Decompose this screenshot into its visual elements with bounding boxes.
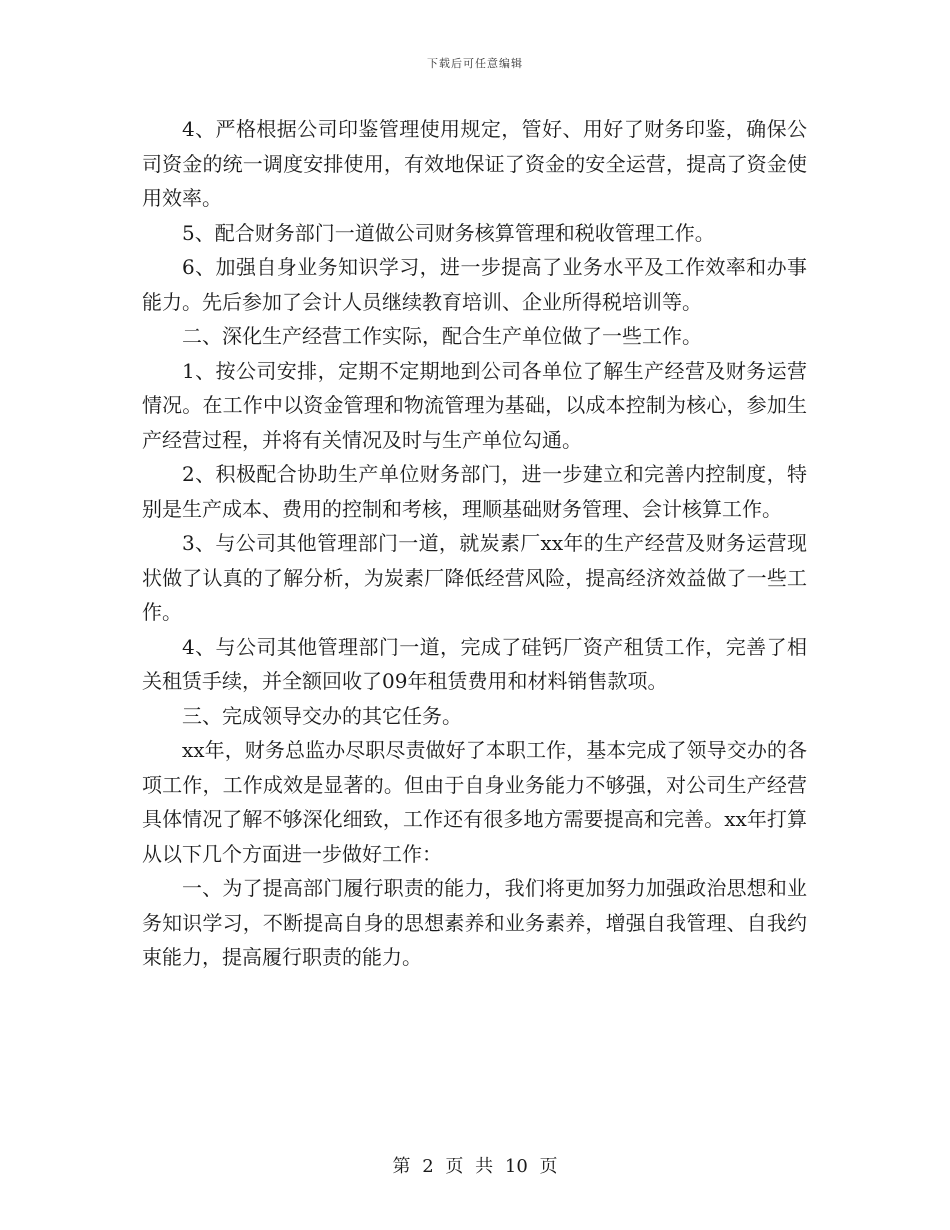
section-heading-2: 二、深化生产经营工作实际，配合生产单位做了一些工作。 — [182, 324, 702, 348]
header-note: 下载后可任意编辑 — [427, 57, 523, 70]
paragraph-3: 6、加强自身业务知识学习，进一步提高了业务水平及工作效率和办事能力。先后参加了会计人员继续教育培训、企业所得税培训等。 — [142, 255, 807, 314]
paragraph-11: 一、为了提高部门履行职责的能力，我们将更加努力加强政治思想和业务知识学习，不断提高自身的思想素养和业务素养，增强自我管理、自我约束能力，提高履行职责的能力。 — [142, 876, 807, 969]
footer-prefix: 第 — [392, 1156, 411, 1177]
total-page-number: 10 — [504, 1156, 528, 1177]
current-page-number: 2 — [422, 1156, 434, 1177]
section-heading-3: 三、完成领导交办的其它任务。 — [182, 703, 462, 728]
footer-page-word: 页 — [445, 1156, 464, 1177]
paragraph-5: 1、按公司安排，定期不定期地到公司各单位了解生产经营及财务运营情况。在工作中以资金管理和物流管理为基础，以成本控制为核心，参加生产经营过程，并将有关情况及时与生产单位勾通。 — [142, 358, 807, 452]
paragraph-8: 4、与公司其他管理部门一道，完成了硅钙厂资产租赁工作，完善了相关租赁手续，并全额回收了09年租赁费用和材料销售款项。 — [142, 634, 807, 693]
document-body — [142, 112, 807, 975]
paragraph-6: 2、积极配合协助生产单位财务部门，进一步建立和完善内控制度，特别是生产成本、费用的控制和考核，理顺基础财务管理、会计核算工作。 — [142, 462, 807, 521]
page-footer — [0, 1152, 950, 1178]
footer-suffix: 页 — [539, 1156, 558, 1177]
footer-total-word: 共 — [475, 1156, 494, 1177]
paragraph-2: 5、配合财务部门一道做公司财务核算管理和税收管理工作。 — [182, 220, 715, 245]
paragraph-7: 3、与公司其他管理部门一道，就炭素厂xx年的生产经营及财务运营现状做了认真的了解分析，为炭素厂降低经营风险，提高经济效益做了一些工作。 — [142, 531, 807, 624]
paragraph-10: xx年，财务总监办尽职尽责做好了本职工作，基本完成了领导交办的各项工作，工作成效是显著的。但由于自身业务能力不够强，对公司生产经营具体情况了解不够深化细致，工作还有很多地方需要提高和完善。xx年打算从以下几个方面进一步做好工作： — [142, 738, 807, 866]
paragraph-1: 4、严格根据公司印鉴管理使用规定，管好、用好了财务印鉴，确保公司资金的统一调度安排使用，有效地保证了资金的安全运营，提高了资金使用效率。 — [142, 117, 807, 210]
